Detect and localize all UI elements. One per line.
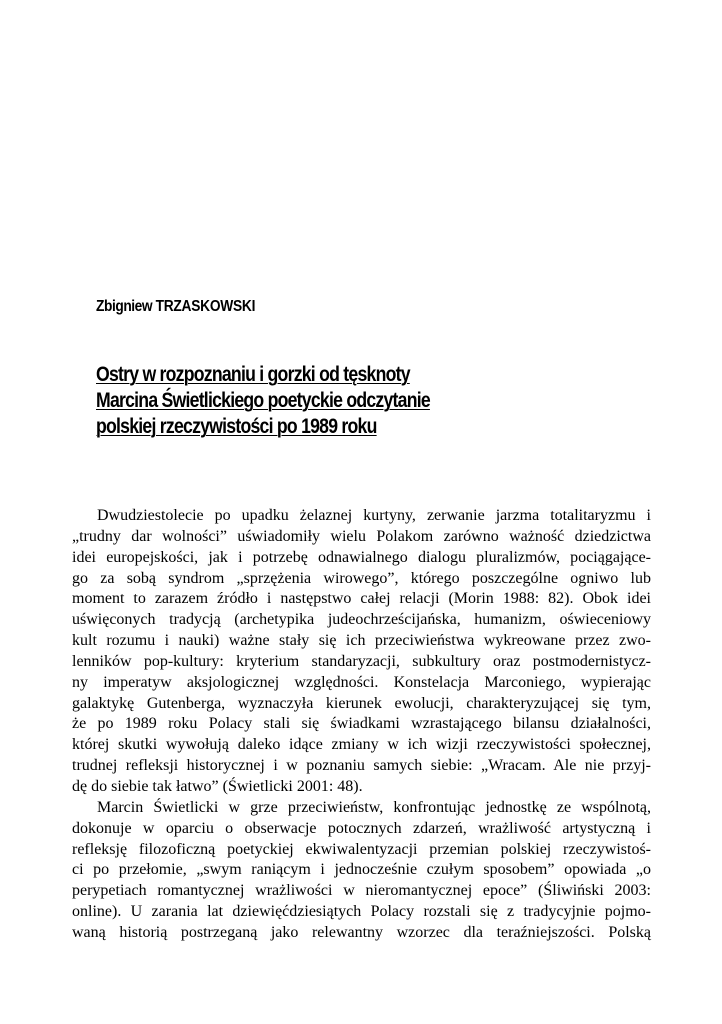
text-line: Dwudziestolecie po upadku żelaznej kurtyny, zerwanie jarzma totalitaryzmu i [97, 507, 651, 524]
text-line: trudnej refleksji historycznej i w poznaniu samych siebie: „Wracam. Ale nie przyj- [72, 757, 651, 775]
text-line: galaktykę Gutenberga, wyznaczyła kierunek ewolucji, charakteryzującej się tym, [72, 694, 651, 712]
text-line: moment to zarazem źródło i następstwo całej relacji (Morin 1988: 82). Obok idei [72, 590, 651, 608]
text-line: „trudny dar wolności” uświadomiły wielu Polakom zarówno ważność dziedzictwa [72, 527, 651, 545]
author-surname: TRZASKOWSKI [155, 298, 256, 315]
text-line: ci po przełomie, „swym raniącym i jednocześnie czułym sposobem” opowiada „o [72, 861, 651, 879]
text-line: że po 1989 roku Polacy stali się świadkami wzrastającego bilansu działalności, [72, 715, 651, 733]
author-first-name: Zbigniew [96, 298, 153, 315]
text-line: waną historią postrzeganą jako relewantny wzorzec dla teraźniejszości. Polską [72, 923, 651, 941]
text-line: dę do siebie tak łatwo” (Świetlicki 2001: 48). [72, 777, 363, 795]
article-body [72, 506, 651, 944]
text-line: kult rozumu i nauki) ważne stały się ich przeciwieństwa wykreowane przez zwo- [72, 632, 651, 650]
text-line: refleksję filozoficzną poetyckiej ekwiwalentyzacji przemian polskiej rzeczywistoś- [72, 840, 651, 858]
title-line: Ostry w rozpoznaniu i gorzki od tęsknoty [96, 363, 410, 386]
paragraph [72, 506, 651, 798]
text-line: perypetiach romantycznej wrażliwości w nieromantycznej epoce” (Śliwiński 2003: [72, 882, 651, 900]
text-line: go za sobą syndrom „sprzężenia wirowego”, którego poszczególne ogniwo lub [72, 569, 651, 587]
text-line: której skutki wywołują daleko idące zmiany w ich wizji rzeczywistości społecznej, [72, 736, 651, 754]
text-line: online). U zarania lat dziewięćdziesiątych Polacy rozstali się z tradycyjnie pojmo- [72, 903, 651, 921]
author-name [96, 298, 255, 316]
text-line: lenników pop-kultury: kryterium standaryzacji, subkultury oraz postmodernistycz- [72, 652, 651, 670]
title-line: Marcina Świetlickiego poetyckie odczytanie [96, 389, 430, 412]
text-line: ny imperatyw aksjologicznej względności. Konstelacja Marconiego, wypierając [72, 673, 651, 691]
paragraph [72, 798, 651, 944]
text-line: uświęconych tradycją (archetypika judeochrześcijańska, humanizm, oświeceniowy [72, 611, 651, 629]
title-line: polskiej rzeczywistości po 1989 roku [96, 415, 377, 438]
text-line: Marcin Świetlicki w grze przeciwieństw, konfrontując jednostkę ze wspólnotą, [97, 798, 651, 816]
text-line: dokonuje w oparciu o obserwacje potocznych zdarzeń, wrażliwość artystyczną i [72, 819, 651, 837]
article-title [96, 362, 430, 440]
text-line: idei europejskości, jak i potrzebę odnawialnego dialogu pluralizmów, pociągające- [72, 548, 651, 566]
